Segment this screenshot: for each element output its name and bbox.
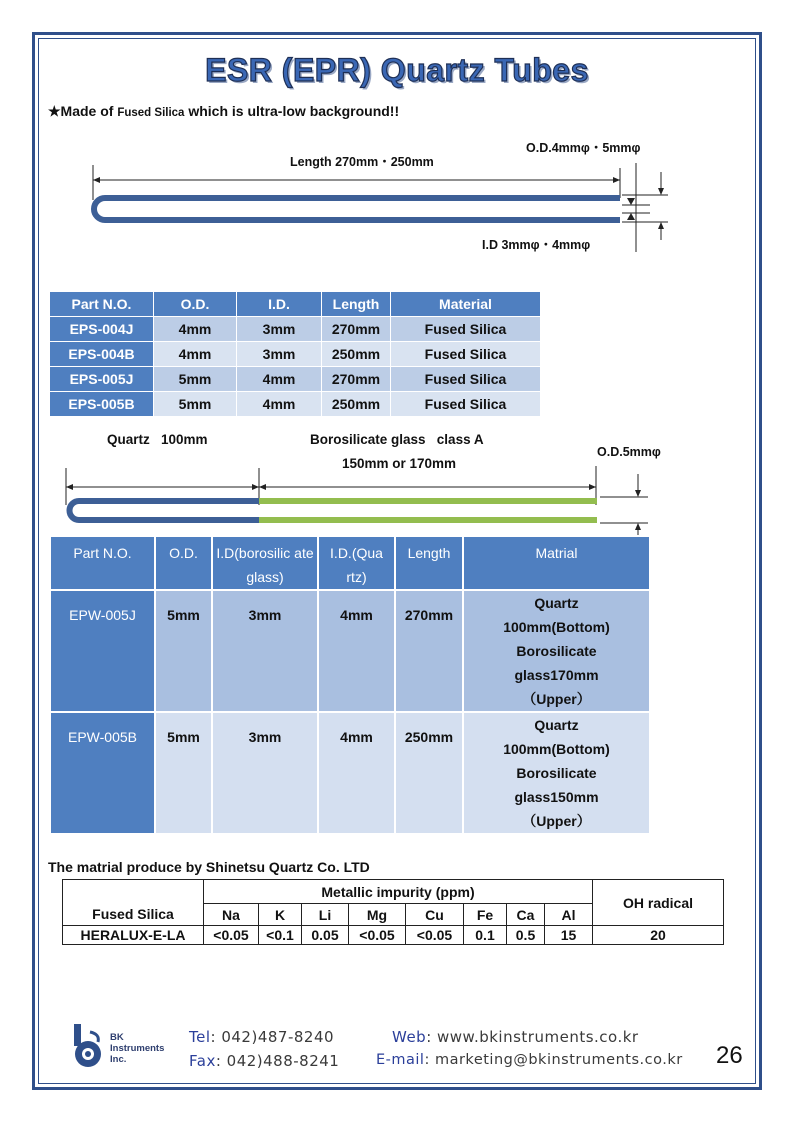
- email-line[interactable]: E-mail: marketing@bkinstruments.co.kr: [376, 1052, 683, 1068]
- cell-id-quartz: 4mm: [318, 712, 395, 834]
- cell-id: 3mm: [237, 317, 322, 342]
- borosilicate-length: 150mm or 170mm: [342, 456, 457, 471]
- table-row: [50, 590, 650, 712]
- element-header: Cu: [406, 904, 464, 926]
- table-row: [50, 712, 650, 834]
- cell-part: EPW-005J: [50, 590, 155, 712]
- cell-length: 250mm: [395, 712, 463, 834]
- cell-id: 4mm: [237, 367, 322, 392]
- eps-tube-table: [49, 291, 541, 417]
- col-header-part: Part N.O.: [50, 292, 154, 317]
- col-header-part: Part N.O.: [50, 536, 155, 590]
- cell-id-boro: 3mm: [212, 712, 318, 834]
- tube-diagram-2: [0, 460, 794, 540]
- impurity-value: 0.1: [464, 926, 507, 945]
- tube-diagram-1: [0, 0, 794, 290]
- table-row: [50, 342, 541, 367]
- element-header: Al: [545, 904, 593, 926]
- table-row: [50, 392, 541, 417]
- table-row: [50, 317, 541, 342]
- length-label: Length 270mm・250mm: [290, 155, 434, 169]
- quartz-label: Quartz 100mm: [107, 432, 208, 447]
- element-header: K: [259, 904, 302, 926]
- cell-part: EPS-005J: [50, 367, 154, 392]
- logo-text: BK Instruments Inc.: [110, 1032, 165, 1065]
- cell-od: 4mm: [154, 342, 237, 367]
- col-header-od: O.D.: [154, 292, 237, 317]
- element-header: Mg: [349, 904, 406, 926]
- page-number: 26: [716, 1042, 743, 1069]
- impurity-value: <0.05: [349, 926, 406, 945]
- od-label: O.D.4mmφ・5mmφ: [526, 141, 641, 155]
- impurity-table: [62, 879, 724, 945]
- epw-tube-table: [49, 535, 651, 835]
- oh-radical-header: OH radical: [593, 880, 724, 926]
- fax-line: Fax: 042)488-8241: [189, 1052, 340, 1070]
- element-header: Li: [302, 904, 349, 926]
- od-label-2: O.D.5mmφ: [597, 445, 661, 459]
- cell-part: EPS-004B: [50, 342, 154, 367]
- col-header-od: O.D.: [155, 536, 212, 590]
- cell-part: EPW-005B: [50, 712, 155, 834]
- cell-length: 250mm: [322, 392, 391, 417]
- row-label: HERALUX-E-LA: [63, 926, 204, 945]
- cell-od: 5mm: [155, 712, 212, 834]
- page-title: ESR (EPR) Quartz Tubes: [205, 52, 589, 88]
- cell-material: Fused Silica: [391, 392, 541, 417]
- cell-material: Quartz 100mm(Bottom) Borosilicate glass170mm （Upper）: [463, 590, 650, 712]
- cell-part: EPS-004J: [50, 317, 154, 342]
- web-line[interactable]: Web: www.bkinstruments.co.kr: [392, 1028, 639, 1046]
- impurity-value: 15: [545, 926, 593, 945]
- impurity-value: 0.05: [302, 926, 349, 945]
- col-header-material: Matrial: [463, 536, 650, 590]
- cell-id: 3mm: [237, 342, 322, 367]
- cell-material: Fused Silica: [391, 367, 541, 392]
- col-header-id-quartz: I.D.(Qua rtz): [318, 536, 395, 590]
- cell-length: 270mm: [395, 590, 463, 712]
- cell-id-quartz: 4mm: [318, 590, 395, 712]
- cell-id: 4mm: [237, 392, 322, 417]
- oh-radical-value: 20: [593, 926, 724, 945]
- group-header-impurity: Metallic impurity (ppm): [204, 880, 593, 904]
- col-header-length: Length: [395, 536, 463, 590]
- cell-length: 270mm: [322, 367, 391, 392]
- impurity-value: <0.1: [259, 926, 302, 945]
- cell-od: 5mm: [155, 590, 212, 712]
- element-header: Na: [204, 904, 259, 926]
- table-row: [50, 367, 541, 392]
- tel-line: Tel: 042)487-8240: [189, 1028, 335, 1046]
- bk-logo-icon: [70, 1022, 110, 1072]
- element-header: Fe: [464, 904, 507, 926]
- borosilicate-label: Borosilicate glass class A: [310, 432, 484, 447]
- cell-od: 4mm: [154, 317, 237, 342]
- cell-part: EPS-005B: [50, 392, 154, 417]
- impurity-value: <0.05: [406, 926, 464, 945]
- cell-length: 250mm: [322, 342, 391, 367]
- cell-length: 270mm: [322, 317, 391, 342]
- cell-od: 5mm: [154, 392, 237, 417]
- cell-material: Quartz 100mm(Bottom) Borosilicate glass150mm （Upper）: [463, 712, 650, 834]
- col-header-material: Material: [391, 292, 541, 317]
- impurity-value: <0.05: [204, 926, 259, 945]
- subtitle: ★Made of Fused Silica which is ultra-low background!!: [48, 103, 400, 119]
- row-label-header: Fused Silica: [63, 904, 204, 926]
- cell-id-boro: 3mm: [212, 590, 318, 712]
- cell-material: Fused Silica: [391, 342, 541, 367]
- cell-od: 5mm: [154, 367, 237, 392]
- col-header-id: I.D.: [237, 292, 322, 317]
- impurity-value: 0.5: [507, 926, 545, 945]
- id-label: I.D 3mmφ・4mmφ: [482, 238, 591, 252]
- cell-material: Fused Silica: [391, 317, 541, 342]
- col-header-id-boro: I.D(borosilic ate glass): [212, 536, 318, 590]
- table-row: [63, 926, 724, 945]
- col-header-length: Length: [322, 292, 391, 317]
- supplier-note: The matrial produce by Shinetsu Quartz Co. LTD: [48, 859, 370, 875]
- element-header: Ca: [507, 904, 545, 926]
